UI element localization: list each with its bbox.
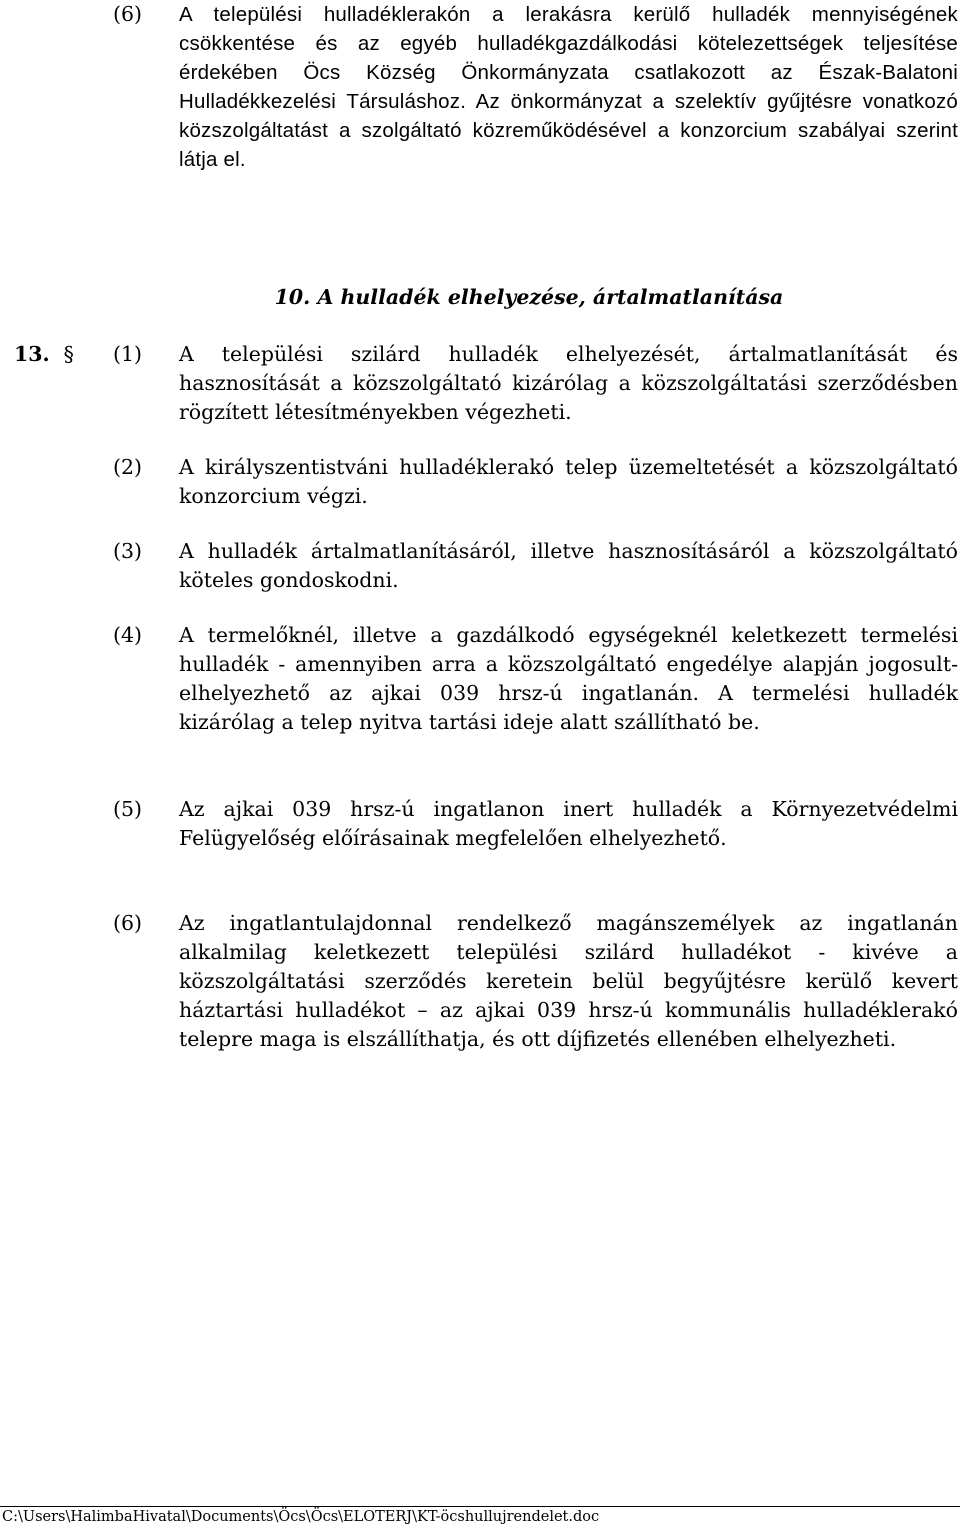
chapter-heading: 10. A hulladék elhelyezése, ártalmatlanítása xyxy=(274,285,784,309)
paragraph-text: Az ingatlantulajdonnal rendelkező magánszemélyek az ingatlanán alkalmilag keletkezett települési szilárd hulladékot - kivéve a közszolgáltatási szerződés keretein belül begyűjtésre kerülő kevert háztartási hulladékot – az ajkai 039 hrsz-ú kommunális hulladéklerakó telepre maga is elszállíthatja, és ott díjfizetés ellenében elhelyezheti. xyxy=(179,911,958,1051)
paragraph-2 xyxy=(113,453,958,511)
paragraph-text: A termelőknél, illetve a gazdálkodó egységeknél keletkezett termelési hulladék - amennyiben arra a közszolgáltató engedélye alapján jogosult- elhelyezhető az ajkai 039 hrsz-ú ingatlanán. A termelési hulladék kizárólag a telep nyitva tartási ideje alatt szállítható be. xyxy=(179,623,958,734)
footer-file-path: C:\Users\HalimbaHivatal\Documents\Öcs\Öcs\ELOTERJ\KT-öcshullujrendelet.doc xyxy=(2,1509,600,1525)
section-number-label: 13. xyxy=(14,342,50,366)
section-number xyxy=(14,340,74,369)
section-symbol: § xyxy=(63,342,74,366)
footer-divider xyxy=(0,1506,960,1507)
paragraph-4 xyxy=(113,621,958,737)
paragraph-text: A királyszentistváni hulladéklerakó telep üzemeltetését a közszolgáltató konzorcium végzi. xyxy=(179,455,958,508)
paragraph-text: Az ajkai 039 hrsz-ú ingatlanon inert hulladék a Környezetvédelmi Felügyelőség előírásainak megfelelően elhelyezhető. xyxy=(179,797,958,850)
paragraph-number: (2) xyxy=(113,455,143,479)
paragraph-3 xyxy=(113,537,958,595)
paragraph-text: A települési szilárd hulladék elhelyezését, ártalmatlanítását és hasznosítását a közszolgáltató kizárólag a közszolgáltatási szerződésben rögzített létesítményekben végezheti. xyxy=(179,342,958,424)
paragraph-text: A hulladék ártalmatlanításáról, illetve hasznosításáról a közszolgáltató köteles gondoskodni. xyxy=(179,539,958,592)
paragraph-number: (6) xyxy=(113,911,143,935)
paragraph-number: (1) xyxy=(113,342,143,366)
paragraph-6 xyxy=(113,909,958,1054)
paragraph-number: (6) xyxy=(113,2,143,26)
paragraph-number: (5) xyxy=(113,797,143,821)
paragraph-text: A települési hulladéklerakón a lerakásra kerülő hulladék mennyiségének csökkentése és az egyéb hulladékgazdálkodási kötelezettségek teljesítése érdekében Öcs Község Önkormányzata csatlakozott az Észak-Balatoni Hulladékkezelési Társuláshoz. Az önkormányzat a szelektív gyűjtésre vonatkozó közszolgáltatást a szolgáltató közreműködésével a konzorcium szabályai szerint látja el. xyxy=(179,3,958,171)
paragraph-number: (4) xyxy=(113,623,143,647)
paragraph-number: (3) xyxy=(113,539,143,563)
paragraph-5 xyxy=(113,795,958,853)
paragraph-1 xyxy=(113,340,958,427)
paragraph-6-top xyxy=(113,0,958,174)
